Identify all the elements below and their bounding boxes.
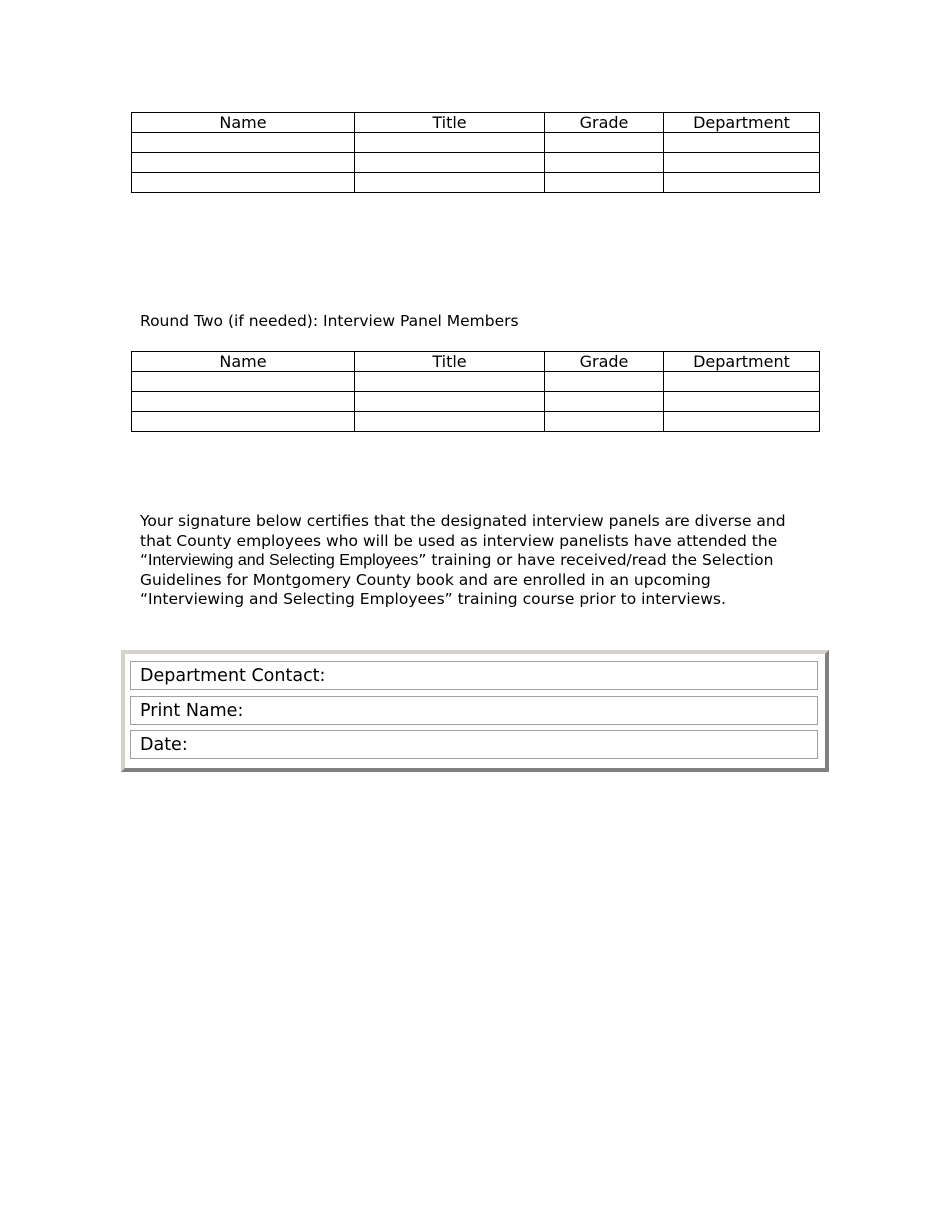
cell-title[interactable]: [355, 412, 545, 432]
cell-name[interactable]: [132, 412, 355, 432]
cell-grade[interactable]: [545, 392, 664, 412]
certification-text-before: Your signature below certifies that the designated interview panels are diverse and that County employees who will be used as interview panelists have attended the “: [140, 512, 786, 570]
table-row: [132, 372, 820, 392]
department-contact-label: Department Contact:: [140, 666, 326, 686]
signature-block: [121, 650, 829, 772]
cell-department[interactable]: [664, 153, 820, 173]
department-contact-field[interactable]: [130, 661, 818, 690]
cell-grade[interactable]: [545, 372, 664, 392]
print-name-field[interactable]: [130, 696, 818, 725]
column-header-title: Title: [355, 352, 545, 372]
table-row: [132, 173, 820, 193]
column-header-name: Name: [132, 352, 355, 372]
table-row: [132, 412, 820, 432]
table-header-row: [132, 113, 820, 133]
cell-name[interactable]: [132, 372, 355, 392]
cell-title[interactable]: [355, 133, 545, 153]
cell-grade[interactable]: [545, 153, 664, 173]
table-row: [132, 153, 820, 173]
cell-department[interactable]: [664, 173, 820, 193]
date-label: Date:: [140, 735, 188, 755]
cell-grade[interactable]: [545, 173, 664, 193]
print-name-label: Print Name:: [140, 701, 244, 721]
cell-department[interactable]: [664, 392, 820, 412]
column-header-grade: Grade: [545, 352, 664, 372]
table-row: [132, 133, 820, 153]
cell-name[interactable]: [132, 392, 355, 412]
cell-grade[interactable]: [545, 133, 664, 153]
certification-text-after: ” training or have received/read the Selection Guidelines for Montgomery County book and are enrolled in an upcoming “Interviewing and Selecting Employees” training course prior to interviews.: [140, 551, 774, 609]
round-one-panel-table: [131, 112, 820, 193]
cell-name[interactable]: [132, 173, 355, 193]
cell-title[interactable]: [355, 153, 545, 173]
cell-grade[interactable]: [545, 412, 664, 432]
date-field[interactable]: [130, 730, 818, 759]
table-header-row: [132, 352, 820, 372]
column-header-name: Name: [132, 113, 355, 133]
round-two-panel-table: [131, 351, 820, 432]
column-header-grade: Grade: [545, 113, 664, 133]
cell-department[interactable]: [664, 372, 820, 392]
round-two-heading: Round Two (if needed): Interview Panel Members: [140, 312, 519, 330]
cell-department[interactable]: [664, 412, 820, 432]
cell-name[interactable]: [132, 133, 355, 153]
cell-department[interactable]: [664, 133, 820, 153]
cell-name[interactable]: [132, 153, 355, 173]
certification-paragraph: [140, 512, 815, 610]
column-header-department: Department: [664, 113, 820, 133]
table-row: [132, 392, 820, 412]
column-header-title: Title: [355, 113, 545, 133]
cell-title[interactable]: [355, 173, 545, 193]
column-header-department: Department: [664, 352, 820, 372]
cell-title[interactable]: [355, 392, 545, 412]
cell-title[interactable]: [355, 372, 545, 392]
course-name: Interviewing and Selecting Employees: [148, 552, 419, 570]
